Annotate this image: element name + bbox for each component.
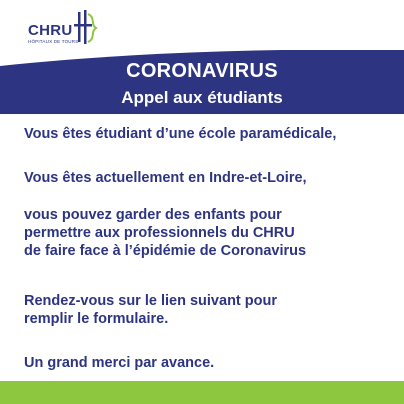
paragraph-line: remplir le formulaire. <box>24 311 169 327</box>
logo-name: CHRU <box>28 22 73 39</box>
page-subtitle: Appel aux étudiants <box>121 88 283 107</box>
paragraph-childcare <box>24 206 396 260</box>
paragraph-line: Un grand merci par avance. <box>24 355 215 371</box>
paragraph-line: Rendez-vous sur le lien suivant pour <box>24 293 277 309</box>
chru-logo <box>28 14 108 50</box>
paragraph-line: Vous êtes étudiant d’une école paramédicale, <box>24 126 337 142</box>
caduceus-cross-icon <box>72 10 100 46</box>
paragraph-line: permettre aux professionnels du CHRU <box>24 225 295 241</box>
paragraph-line: de faire face à l’épidémie de Coronavirus <box>24 243 307 259</box>
paragraph-line: Vous êtes actuellement en Indre-et-Loire, <box>24 170 307 186</box>
paragraph-form-link <box>24 292 396 328</box>
logo-subtitle: HÔPITAUX DE TOURS <box>28 39 79 44</box>
page-title: CORONAVIRUS <box>126 60 278 82</box>
paragraph-thanks <box>24 354 396 372</box>
paragraph-student <box>24 125 396 143</box>
paragraph-line: vous pouvez garder des enfants pour <box>24 207 282 223</box>
paragraph-location <box>24 169 396 187</box>
footer-accent-bar <box>0 381 404 404</box>
